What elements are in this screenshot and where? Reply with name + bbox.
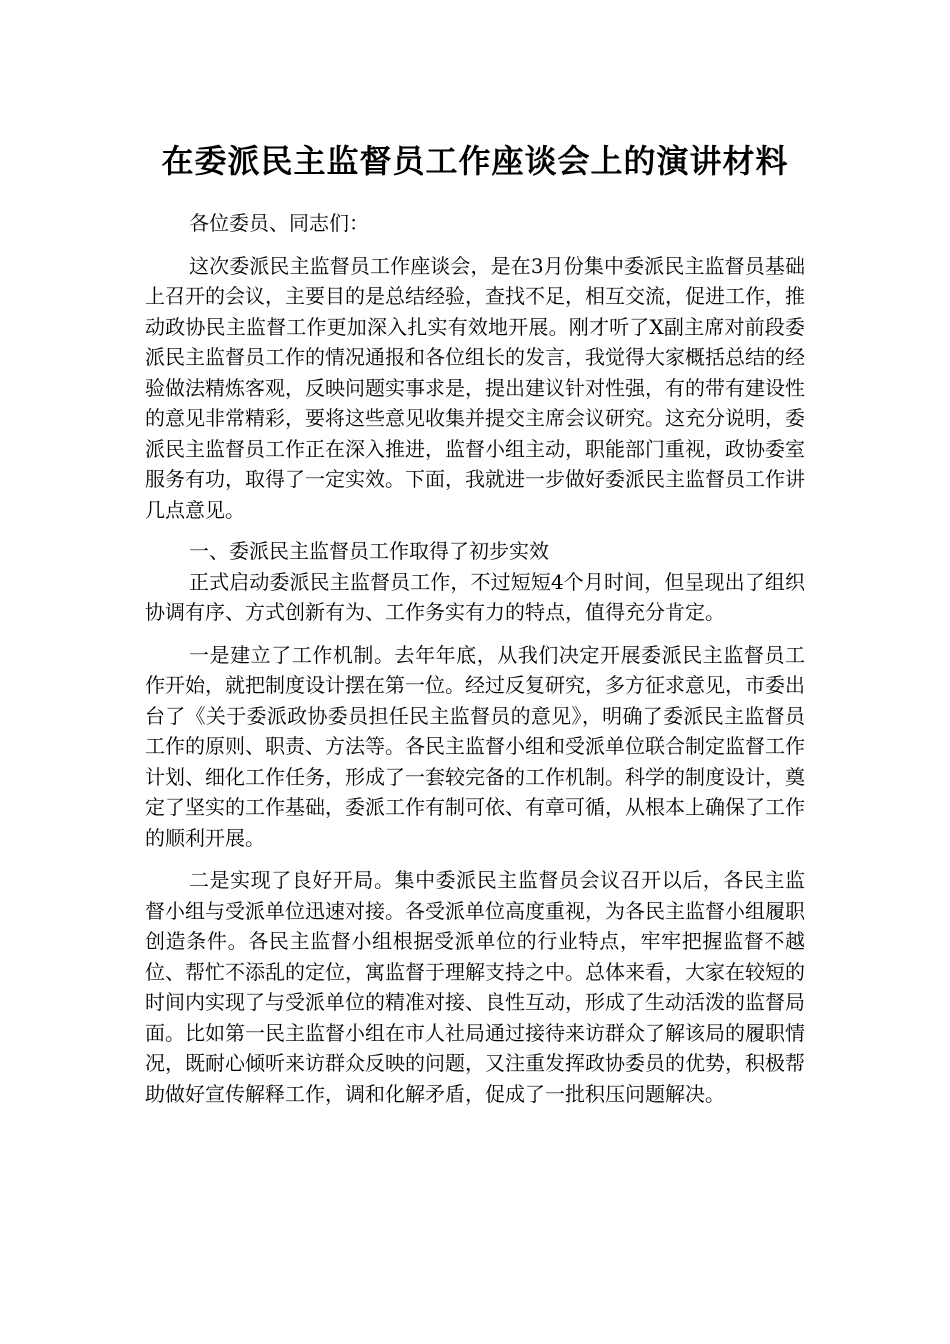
- document-body: [145, 208, 805, 1109]
- paragraph-point-1: 一是建立了工作机制。去年年底，从我们决定开展委派民主监督员工作开始，就把制度设计摆在第一位。经过反复研究，多方征求意见，市委出台了《关于委派政协委员担任民主监督员的意见》，明确了委派民主监督员工作的原则、职责、方法等。各民主监督小组和受派单位联合制定监督工作计划、细化工作任务，形成了一套较完备的工作机制。科学的制度设计，奠定了坚实的工作基础，委派工作有制可依、有章可循，从根本上确保了工作的顺利开展。: [145, 642, 805, 850]
- paragraph-section-1-intro: 正式启动委派民主监督员工作，不过短短4个月时间，但呈现出了组织协调有序、方式创新有为、工作务实有力的特点，值得充分肯定。: [145, 569, 805, 624]
- document-page: [145, 0, 805, 1109]
- paragraph-point-2: 二是实现了良好开局。集中委派民主监督员会议召开以后，各民主监督小组与受派单位迅速对接。各受派单位高度重视，为各民主监督小组履职创造条件。各民主监督小组根据受派单位的行业特点，牢牢把握监督不越位、帮忙不添乱的定位，寓监督于理解支持之中。总体来看，大家在较短的时间内实现了与受派单位的精准对接、良性互动，形成了生动活泼的监督局面。比如第一民主监督小组在市人社局通过接待来访群众了解该局的履职情况，既耐心倾听来访群众反映的问题，又注重发挥政协委员的优势，积极帮助做好宣传解释工作，调和化解矛盾，促成了一批积压问题解决。: [145, 868, 805, 1106]
- document-title: 在委派民主监督员工作座谈会上的演讲材料: [161, 142, 789, 180]
- section-heading-1: 一、委派民主监督员工作取得了初步实效: [189, 539, 549, 563]
- paragraph-intro: 这次委派民主监督员工作座谈会，是在3月份集中委派民主监督员基础上召开的会议，主要目的是总结经验，查找不足，相互交流，促进工作，推动政协民主监督工作更加深入扎实有效地开展。刚才听了X副主席对前段委派民主监督员工作的情况通报和各位组长的发言，我觉得大家概括总结的经验做法精炼客观，反映问题实事求是，提出建议针对性强，有的带有建设性的意见非常精彩，要将这些意见收集并提交主席会议研究。这充分说明，委派民主监督员工作正在深入推进，监督小组主动，职能部门重视，政协委室服务有功，取得了一定实效。下面，我就进一步做好委派民主监督员工作讲几点意见。: [145, 253, 805, 522]
- salutation: 各位委员、同志们：: [189, 211, 369, 235]
